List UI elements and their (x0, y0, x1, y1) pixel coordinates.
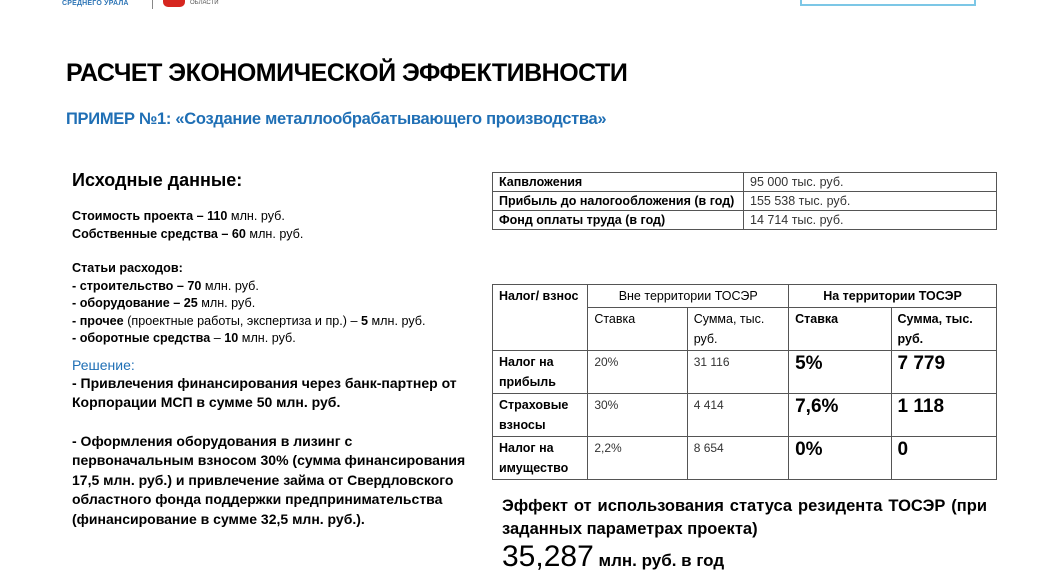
param-value: 95 000 тыс. руб. (744, 173, 997, 192)
table-row (493, 173, 997, 192)
logo-right-text: ОБЛАСТИ (190, 0, 219, 6)
sum-inside: 0 (891, 437, 996, 480)
top-frame-decoration (800, 0, 976, 6)
sum-inside-header: Сумма, тыс. руб. (891, 308, 996, 351)
rate-inside-header: Ставка (789, 308, 891, 351)
rate-outside: 2,2% (588, 437, 687, 480)
expenses-heading (72, 260, 472, 278)
sum-outside: 8 654 (687, 437, 788, 480)
expense-construction-unit: млн. руб. (201, 278, 259, 293)
expense-construction-value: 70 (187, 278, 202, 293)
page-title: РАСЧЕТ ЭКОНОМИЧЕСКОЙ ЭФФЕКТИВНОСТИ (66, 59, 628, 87)
table-row (493, 192, 997, 211)
outside-zone-header: Вне территории ТОСЭР (588, 285, 789, 308)
table-row (493, 351, 997, 394)
sum-outside: 31 116 (687, 351, 788, 394)
expense-other (72, 313, 472, 331)
expense-other-note: (проектные работы, экспертиза и пр.) – (127, 313, 361, 328)
effect-unit: млн. руб. в год (593, 551, 725, 570)
expense-working-capital-unit: млн. руб. (238, 331, 296, 345)
expense-working-capital-dash: – (213, 331, 225, 345)
page-subtitle: ПРИМЕР №1: «Создание металлообрабатывающего производства» (66, 110, 607, 128)
expense-other-value: 5 (360, 313, 368, 328)
own-funds-unit: млн. руб. (245, 226, 304, 241)
tax-name: Страховые взносы (493, 394, 588, 437)
solution-heading: Решение: (72, 356, 135, 373)
inside-zone-header: На территории ТОСЭР (789, 285, 997, 308)
logo-left-text: СРЕДНЕГО УРАЛА (62, 0, 129, 7)
project-cost-unit: млн. руб. (227, 209, 285, 223)
rate-inside: 0% (789, 437, 891, 480)
effect-description: Эффект от использования статуса резидента ТОСЭР (при заданных параметрах проекта) (502, 497, 987, 538)
expense-other-label: - прочее (72, 313, 128, 328)
project-parameters-table (492, 172, 997, 230)
rate-outside: 20% (588, 351, 687, 394)
project-cost-label: Стоимость проекта – (72, 209, 208, 223)
rate-inside: 5% (789, 351, 891, 394)
tax-comparison-table (492, 284, 997, 480)
own-funds-label: Собственные средства – (72, 226, 232, 241)
sum-inside: 1 118 (891, 394, 996, 437)
expense-working-capital-value: 10 (224, 331, 239, 345)
rate-outside: 30% (588, 394, 687, 437)
rate-inside: 7,6% (789, 394, 891, 437)
rate-outside-header: Ставка (588, 308, 687, 351)
sum-inside: 7 779 (891, 351, 996, 394)
expenses-heading-text: Статьи расходов: (72, 261, 183, 275)
expense-equipment (72, 295, 472, 313)
initial-data-section (72, 170, 472, 529)
param-value: 155 538 тыс. руб. (744, 192, 997, 211)
expense-other-unit: млн. руб. (368, 313, 426, 328)
solution-paragraph-2: - Оформления оборудования в лизинг с первоначальным взносом 30% (сумма финансирования 17,5 млн. руб.) и привлечение займа от Свердловского областного фонда поддержки предпринимательства (финансирование в сумме 32,5 млн. руб.). (72, 432, 466, 527)
expense-working-capital-label: - оборотные средства (72, 331, 214, 345)
param-label: Фонд оплаты труда (в год) (493, 211, 744, 230)
tax-name: Налог на прибыль (493, 351, 588, 394)
logo-divider (152, 0, 153, 9)
param-label: Капвложения (493, 173, 744, 192)
sum-outside: 4 414 (687, 394, 788, 437)
expense-construction-label: - строительство – (72, 278, 188, 293)
tax-column-header: Налог/ взнос (493, 285, 588, 351)
logo-emblem-icon (163, 0, 185, 7)
effect-value: 35,287 (502, 540, 594, 573)
initial-data-heading: Исходные данные: (72, 170, 243, 190)
param-value: 14 714 тыс. руб. (744, 211, 997, 230)
effect-value-line (502, 540, 724, 574)
sum-outside-header: Сумма, тыс. руб. (687, 308, 788, 351)
table-row (493, 437, 997, 480)
solution-paragraph-1: - Привлечения финансирования через банк-партнер от Корпорации МСП в сумме 50 млн. руб. (72, 374, 457, 410)
table-row (493, 211, 997, 230)
table-row (493, 394, 997, 437)
expense-equipment-label: - оборудование – (72, 296, 184, 310)
param-label: Прибыль до налогообложения (в год) (493, 192, 744, 211)
project-cost-line (72, 208, 472, 226)
table-header-row (493, 285, 997, 308)
expense-construction (72, 278, 472, 296)
expense-equipment-unit: млн. руб. (197, 296, 256, 310)
own-funds-line (72, 226, 472, 244)
expense-working-capital (72, 330, 472, 348)
own-funds-value: 60 (231, 226, 246, 241)
expense-equipment-value: 25 (183, 296, 198, 310)
tax-name: Налог на имущество (493, 437, 588, 480)
project-cost-value: 110 (207, 209, 228, 223)
